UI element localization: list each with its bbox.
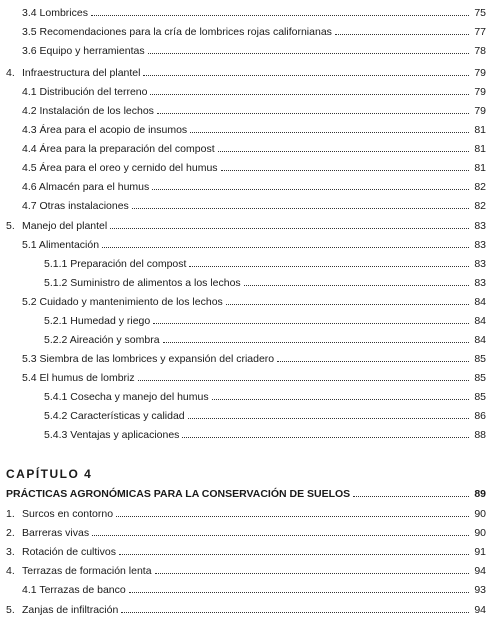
toc-entry [22, 45, 486, 58]
toc-entry-number: 4. [6, 565, 15, 577]
toc-entry-title: 5.1.1 Preparación del compost [44, 258, 187, 270]
toc-entry-title: 5.4 El humus de lombriz [22, 372, 135, 384]
dot-leader [148, 53, 469, 54]
toc-entry-title: Barreras vivas [22, 527, 90, 539]
toc-entry [22, 124, 486, 137]
toc-entry [6, 604, 486, 617]
toc-entry-page: 83 [474, 220, 486, 232]
dot-leader [152, 189, 469, 190]
dot-leader [92, 535, 469, 536]
toc-entry-title: 4.2 Instalación de los lechos [22, 105, 154, 117]
toc-entry [6, 546, 486, 559]
toc-entry [22, 296, 486, 309]
dot-leader [226, 304, 469, 305]
toc-entry [22, 143, 486, 156]
toc-entry-page: 83 [474, 258, 486, 270]
dot-leader [221, 170, 469, 171]
toc-entry-title: 5.2.1 Humedad y riego [44, 315, 151, 327]
toc-entry [44, 334, 486, 347]
toc-entry-page: 82 [474, 181, 486, 193]
toc-entry-number: 5. [6, 604, 15, 616]
dot-leader [116, 516, 469, 517]
toc-entry-page: 85 [474, 353, 486, 365]
toc-entry [6, 220, 486, 233]
toc-entry-title: Zanjas de infiltración [22, 604, 119, 616]
dot-leader [190, 132, 469, 133]
dot-leader [188, 418, 469, 419]
toc-entry-title: 5.4.2 Características y calidad [44, 410, 185, 422]
dot-leader [335, 34, 469, 35]
dot-leader [153, 323, 469, 324]
dot-leader [155, 573, 469, 574]
toc-entry-title: Rotación de cultivos [22, 546, 116, 558]
dot-leader [277, 361, 469, 362]
toc-entry-title: 4.1 Distribución del terreno [22, 86, 148, 98]
toc-entry-page: 81 [474, 143, 486, 155]
toc-entry-page: 94 [474, 604, 486, 616]
toc-entry-page: 84 [474, 315, 486, 327]
toc-entry-title: 4.6 Almacén para el humus [22, 181, 150, 193]
dot-leader [212, 399, 469, 400]
toc-entry-title: 5.4.3 Ventajas y aplicaciones [44, 429, 180, 441]
toc-entry-title: 5.2 Cuidado y mantenimiento de los lechos [22, 296, 223, 308]
toc-entry-number: 3. [6, 546, 15, 558]
toc-entry-page: 78 [474, 45, 486, 57]
dot-leader [110, 228, 469, 229]
toc-entry-page: 85 [474, 372, 486, 384]
toc-entry-number: 1. [6, 508, 15, 520]
toc-entry [44, 258, 486, 271]
dot-leader [132, 208, 469, 209]
dot-leader [102, 247, 469, 248]
toc-entry [22, 584, 486, 597]
toc-entry [44, 277, 486, 290]
toc-entry-number: 2. [6, 527, 15, 539]
toc-entry [22, 162, 486, 175]
toc-entry [6, 488, 486, 501]
dot-leader [218, 151, 469, 152]
toc-entry-title: 5.3 Siembra de las lombrices y expansión del criadero [22, 353, 275, 365]
toc-entry-page: 81 [474, 162, 486, 174]
dot-leader [163, 342, 469, 343]
toc-entry-title: 5.1 Alimentación [22, 239, 100, 251]
dot-leader [91, 15, 469, 16]
toc-entry [22, 86, 486, 99]
toc-entry-page: 86 [474, 410, 486, 422]
chapter-label: CAPÍTULO 4 [6, 467, 93, 481]
toc-entry-page: 89 [474, 488, 486, 500]
dot-leader [189, 266, 469, 267]
chapter-heading [6, 467, 92, 481]
dot-leader [143, 75, 469, 76]
toc-entry-page: 88 [474, 429, 486, 441]
toc-entry-title: 3.4 Lombrices [22, 7, 88, 19]
toc-entry [6, 565, 486, 578]
toc-entry-title: 4.3 Área para el acopio de insumos [22, 124, 188, 136]
toc-entry-page: 82 [474, 200, 486, 212]
toc-entry-title: PRÁCTICAS AGRONÓMICAS PARA LA CONSERVACIÓN DE SUELOS [6, 488, 351, 500]
toc-entry [44, 410, 486, 423]
toc-entry [6, 508, 486, 521]
toc-entry [44, 429, 486, 442]
dot-leader [121, 612, 469, 613]
toc-entry-page: 79 [474, 105, 486, 117]
dot-leader [150, 94, 469, 95]
toc-entry-page: 84 [474, 296, 486, 308]
toc-entry [22, 181, 486, 194]
toc-entry-title: Surcos en contorno [22, 508, 114, 520]
toc-entry-page: 90 [474, 527, 486, 539]
toc-entry-title: 5.2.2 Aireación y sombra [44, 334, 160, 346]
toc-entry [22, 105, 486, 118]
toc-entry-page: 94 [474, 565, 486, 577]
dot-leader [182, 437, 469, 438]
toc-entry [6, 527, 486, 540]
toc-entry-page: 91 [474, 546, 486, 558]
toc-entry-page: 75 [474, 7, 486, 19]
toc-entry-title: 3.5 Recomendaciones para la cría de lombrices rojas californianas [22, 26, 332, 38]
toc-entry-title: 5.4.1 Cosecha y manejo del humus [44, 391, 209, 403]
toc-entry-title: Manejo del plantel [22, 220, 108, 232]
toc-entry-page: 83 [474, 277, 486, 289]
toc-entry [44, 315, 486, 328]
toc-entry-title: 5.1.2 Suministro de alimentos a los lechos [44, 277, 241, 289]
toc-entry [44, 391, 486, 404]
toc-entry [22, 26, 486, 39]
toc-entry [22, 200, 486, 213]
toc-entry-page: 85 [474, 391, 486, 403]
toc-entry-title: 4.5 Área para el oreo y cernido del humus [22, 162, 218, 174]
toc-entry-page: 90 [474, 508, 486, 520]
toc-entry-page: 83 [474, 239, 486, 251]
dot-leader [244, 285, 469, 286]
toc-entry [22, 239, 486, 252]
toc-entry [22, 353, 486, 366]
toc-entry-title: Infraestructura del plantel [22, 67, 141, 79]
toc-entry [22, 372, 486, 385]
toc-entry-title: 4.4 Área para la preparación del compost [22, 143, 215, 155]
toc-entry-page: 77 [474, 26, 486, 38]
toc-entry-page: 93 [474, 584, 486, 596]
dot-leader [138, 380, 469, 381]
toc-entry-number: 4. [6, 67, 15, 79]
dot-leader [129, 592, 469, 593]
dot-leader [353, 496, 469, 497]
toc-entry-title: 4.1 Terrazas de banco [22, 584, 126, 596]
toc-entry-title: 4.7 Otras instalaciones [22, 200, 129, 212]
toc-entry-page: 79 [474, 67, 486, 79]
toc-entry [6, 67, 486, 80]
toc-entry-page: 84 [474, 334, 486, 346]
toc-entry-page: 81 [474, 124, 486, 136]
toc-entry [22, 7, 486, 20]
dot-leader [119, 554, 469, 555]
toc-entry-number: 5. [6, 220, 15, 232]
toc-entry-page: 79 [474, 86, 486, 98]
dot-leader [157, 113, 469, 114]
toc-entry-title: 3.6 Equipo y herramientas [22, 45, 145, 57]
toc-entry-title: Terrazas de formación lenta [22, 565, 152, 577]
